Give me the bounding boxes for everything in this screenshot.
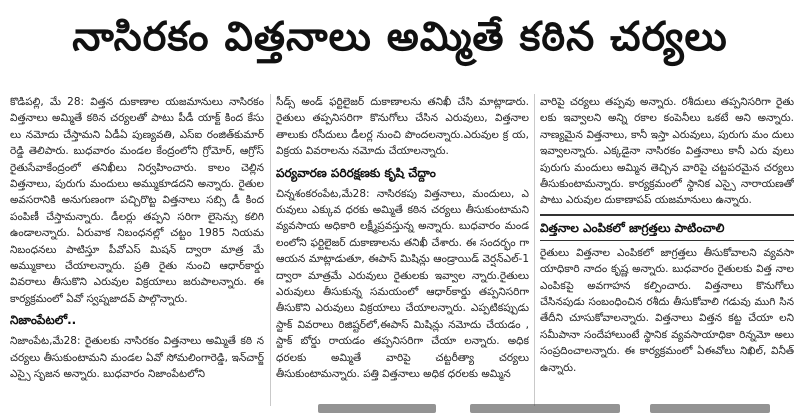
section-subhead: పర్యవారణ పరిరక్షణకు కృషి చేద్దాం	[276, 165, 436, 180]
article-paragraph: సీడ్స్ అండ్ ఫర్టిలైజర్ దుకాణాలను తనిఖీ చేసి మాట్లాడారు. రైతులు తప్పనిసరిగా కొనుగోలు చేసిన ఎరువులు, విత్తనాల తాలుకు రసీదులు డీలర్ల నుంచి పొందలన్నారు.ఎరువుల క్ర య, విక్రయ వివరాలను నమోదు చేయాలన్నారు.	[276, 96, 529, 158]
article-column-1	[10, 94, 264, 412]
column-divider	[534, 94, 535, 406]
article-paragraph: రైతులు విత్తనాల ఎంపికలో జాగ్రత్తలు తీసుకోవాలని వ్యవసా యాధికారి నాదం కృష్ణ అన్నారు. బుధవారం రైతులకు విత్త నాల ఎంపికపై అవగాహన కల్పించారు. విత్తనాలు కొనుగోలు చేసినపుడు సంబంధించిన రశీదు తీసుకోవాలి గడువు ముగి సిన తేదీని చూసుకోవాలన్నారు. విత్తనాలు విత్తన కట్ట చేయా లని సమీపానా సందేహాలుంటే స్థానిక వ్యవసాయాధికా రిన్నమో అలు సంప్రదించాలన్నారు. ఈ కార్యక్రమంలో ఏఈవోలు నిఖిల్, వినీత్ ఉన్నారు.	[540, 246, 794, 374]
cutoff-text-fragment	[470, 404, 620, 413]
article-paragraph: చిన్నశంకరంపేట,మే28: నాసిరకపు విత్తనాలు, మందులు, ఎ రువులు ఎక్కువ ధరకు అమ్మితే కఠిన చర్యలు తీసుకుంటామని వ్యవసాయ అధికారి లక్ష్మీప్రవస్తున్న అన్నారు. బుధవారం మండ లంలోని ఫర్టిలైజర్ దుకాణాలను తనిఖీ చేశారు. ఈ సందర్భం గా ఆయన మాట్లాడుతూ, ఈపాస్ మిషిన్లు ఆండ్రాయిడ్ వెర్షన్‌ఎల్-1 ద్వారా మాత్రమే ఎరువులు రైతులకు ఇవ్వాల న్నారు.రైతులు ఎరువులు తీసుకున్న సమయంలో ఆధార్‌కార్డు తప్పనిసరిగా తీసుకొని ఎరువులు విక్రయాలు చేయాలన్నారు. ఎప్పటికప్పుడు స్టాక్ వివరాలు రిజిష్టర్‌లో,ఈపాస్ మిషిన్లు నమోదు చేయడం , స్టాక్ బోర్డు రాయడం తప్పనిసరిగా చేయా లన్నారు. అధిక ధరలకు అమ్మితే వారిపై చట్టరీత్యా చర్యలు తీసుకుంటామన్నారు. పత్తి విత్తనాలు అధిక ధరలకు అమ్మిన	[276, 187, 529, 381]
cutoff-text-fragment	[650, 404, 770, 413]
headline: నాసిరకం విత్తనాలు అమ్మితే కఠిన చర్యలు	[72, 14, 728, 60]
section-subhead: విత్తనాల ఎంపికలో జాగ్రత్తలు పాటించాలి	[540, 214, 794, 241]
article-column-3	[540, 94, 794, 412]
cutoff-text-fragment	[318, 404, 436, 413]
column-divider	[270, 94, 271, 406]
article-paragraph: కొడిపల్లి, మే 28: విత్తన దుకాణాల యజమానులు నాసిరకం విత్తనాలు అమ్మితే కఠిన చర్యలతో పాటు పీడీ యాక్ట్ కింద కేసు లు నమోదు చేస్తామని ఏడీఏ పుణ్యవతి, ఎస్ఐ రంజిత్‌కుమార్ రెడ్డి తెలిపారు. బుధవారం మండల కేంద్రంలోని గ్రోమోర్, ఆగ్రోస్ రైతుసేవాకేంద్రంలో తనిఖీలు నిర్వహించారు. కాలం చెల్లిన విత్తనాలు, పురుగు మందులు అమ్ముకూడదని అన్నారు. రైతుల అవసరానికి అనుగుణంగా పచ్చిరొట్ట విత్తనాలు సబ్సి డీ కింద పంపిణీ చేస్తామన్నారు. డీలర్లు తప్పని సరిగా లైసెన్సు కలిగి ఉండాలన్నారు. ఏరువాక నిబంధనల్లో చట్టం 1985 నియమ నిబంధనలు పాటిస్తూ పీవోఎస్ మిషన్ ద్వారా మాత్ర మే అమ్ముకాలు చేయాలన్నారు. ప్రతి రైతు నుంచి ఆధార్‌కార్డు వివరాలు తీసుకొని ఎరువుల విక్రయాలు జరుపాలన్నారు. ఈ కార్యక్రమంలో ఏవో స్వప్నజాదవ్ పాల్గొన్నారు.	[10, 96, 264, 305]
section-subhead: నిజాంపేటలో..	[10, 313, 77, 328]
article-paragraph: వారిపై చర్యలు తప్పవు అన్నారు. రశీదులు తప్పనిసరిగా రైతు లకు ఇవ్వాలని అన్ని రకాల కంపెనీలు ఒకటే అని అన్నారు. నాణ్యమైన విత్తనాలు, కానీ ఇస్తా ఎరువులు, పురుగు మం దులు ఇవ్వాలన్నారు. ఎక్కడైనా నాసిరకం విత్తనాలు కానీ ఎరు వులు పురుగు మందులు అమ్మిన తెచ్చిన వారిపై చట్టపరమైన చర్యలు తీసుకుంటామన్నారు. కార్యక్రమంలో స్థానిక ఎస్సై నారాయణతో పాటు ఎరువుల దుకాణాపప్ యజమానులు ఉన్నారు.	[540, 96, 794, 207]
article-column-2	[276, 94, 529, 412]
next-article-cutoff	[0, 404, 800, 413]
article-paragraph: నిజాంపేట,మే28: రైతులకు నాసిరకం విత్తనాలు అమ్మితే కఠి న చర్యలు తీసుకుంటామని మండల ఏవో సోమలింగారెడ్డి, ఇన్‌చార్జ్ ఎస్సై సృజన అన్నారు. బుధవారం నిజాంపేటలోని	[10, 335, 264, 381]
